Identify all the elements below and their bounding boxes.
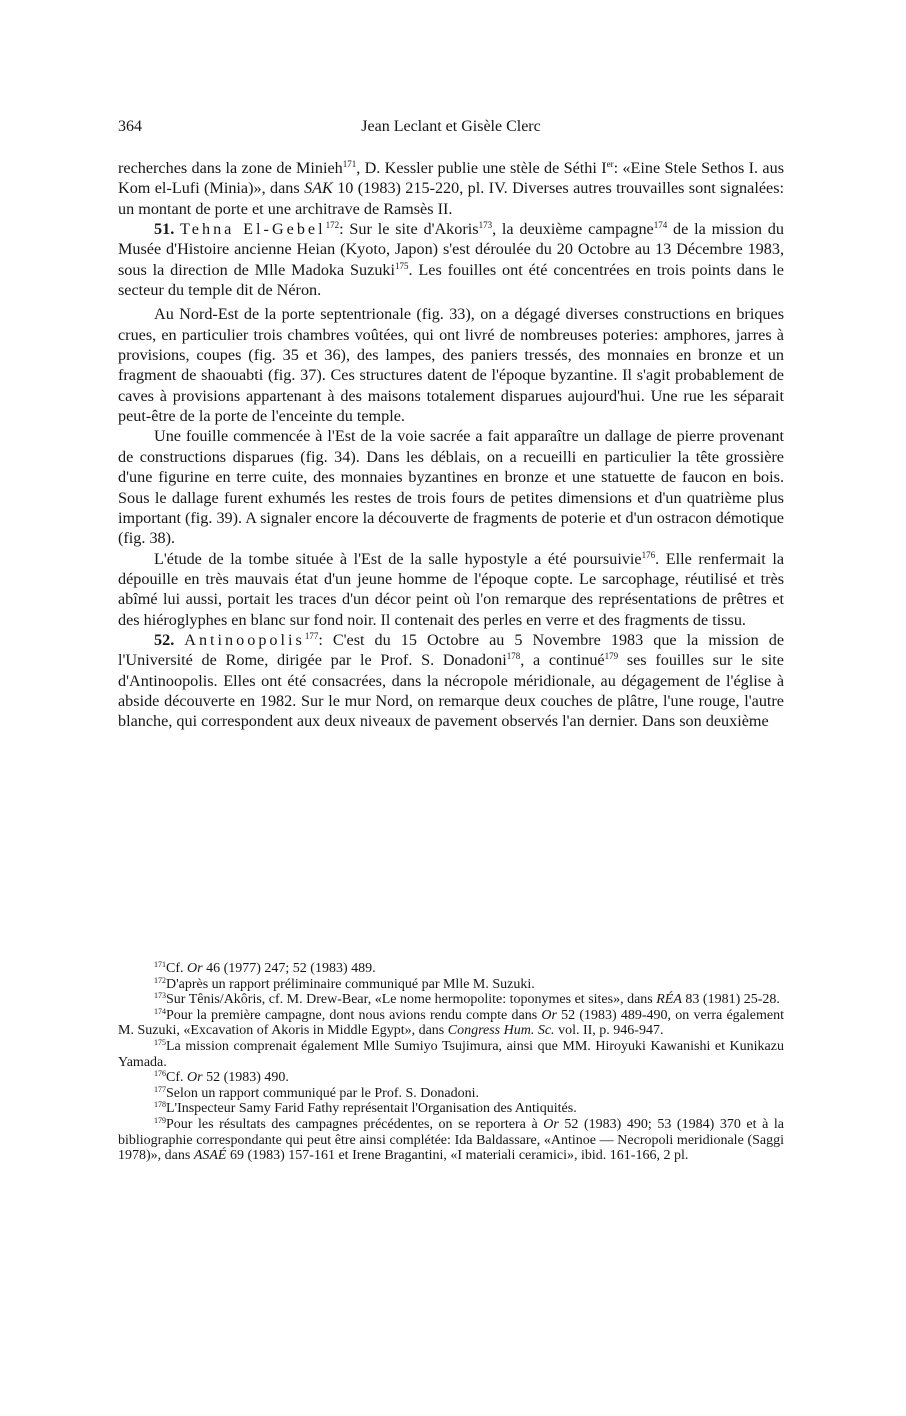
text-run: 69 (1983) 157-161 et Irene Bragantini, «I materiali ceramici», ibid. 161-166, 2 pl.	[226, 1148, 689, 1164]
text-run: , D. Kessler publie une stèle de Séthi I	[356, 159, 607, 177]
text-run: 83 (1981) 25-28.	[681, 992, 780, 1008]
text-run: , la deuxième campagne	[492, 220, 654, 239]
text-run: . Elle renfermait la dépouille en très mauvais état d'un jeune homme de l'époque copte. Le sarcophage, réutilisé et très abîmé lui aussi, portait les traces d'un décor peint où l'on remarque des représentations de prêtres et des hiéroglyphes en blanc sur fond noir. Il contenait des perles en verre et des fragments de tissu.	[118, 549, 784, 629]
section-number: 51.	[154, 220, 175, 239]
footnote-ref: 171	[342, 159, 357, 169]
footnote	[118, 1086, 784, 1102]
paragraph-51	[118, 219, 784, 300]
text-run: D'après un rapport préliminaire communiqué par Mlle M. Suzuki.	[166, 976, 535, 992]
running-title: Jean Leclant et Gisèle Clerc	[361, 118, 541, 135]
footnote-number: 175	[154, 1037, 166, 1047]
paragraph-north-east: Au Nord-Est de la porte septentrionale (fig. 33), on a dégagé diverses constructions en briques crues, en particulier trois chambres voûtées, qui ont livré de nombreuses poteries: amphores, jarres à provisions, coupes (fig. 35 et 36), des lampes, des paniers tressés, des monnaies en bronze et un fragment de shaouabti (fig. 37). Ces structures datent de l'époque byzantine. Il s'agit probablement de caves à provisions appartenant à des maisons totalement disparues aujourd'hui. Une rue les séparait peut-être de la porte de l'enceinte du temple.	[118, 305, 784, 426]
text-run: 52 (1983) 489-490, on verra également M. Suzuki, «Excavation of Akoris in Middle Egypt», dans	[118, 1007, 784, 1039]
superscript-text: er	[606, 159, 614, 169]
paragraph-east-excavation: Une fouille commencée à l'Est de la voie sacrée a fait apparaître un dallage de pierre provenant de constructions disparues (fig. 34). Dans les déblais, on a recueilli en particulier la tête grossière d'une figurine en terre cuite, des monnaies byzantines en bronze et une statuette de faucon en bois. Sous le dallage furent exhumés les restes de trois fours de petites dimensions et d'un quatrième plus important (fig. 39). A signaler encore la découverte de fragments de poterie et d'un ostracon démotique (fig. 38).	[118, 427, 784, 548]
footnote-ref: 175	[395, 260, 409, 271]
text-run: , a continué	[520, 651, 605, 670]
journal-title: Or	[187, 961, 203, 976]
text-run: L'Inspecteur Samy Farid Fathy représentait l'Organisation des Antiquités.	[166, 1101, 577, 1117]
footnote	[118, 1039, 784, 1070]
footnote	[118, 1117, 784, 1164]
page-header	[118, 118, 784, 142]
footnote-ref: 179	[604, 651, 619, 662]
text-run: ses fouilles sur le site d'Antinoopolis. Elles ont été consacrées, dans la nécropole méridionale, au dégagement de l'église à abside découverte en 1982. Sur le mur Nord, on remarque deux couches de plâtre, l'une rouge, l'autre blanche, qui correspondent aux deux niveaux de pavement observés l'an dernier. Dans son deuxième	[118, 651, 784, 731]
text-run: : C'est du 15 Octobre au 5 Novembre 1983 que la mission de l'Université de Rome, dirigée par le Prof. S. Donadoni	[118, 630, 785, 670]
main-text	[118, 158, 784, 732]
footnote	[118, 1008, 784, 1039]
footnote-ref: 173	[478, 220, 493, 231]
journal-title: SAK	[304, 179, 333, 198]
footnote-number: 172	[154, 975, 166, 985]
footnote-number: 179	[154, 1115, 166, 1125]
text-run: vol. II, p. 946-947.	[554, 1023, 664, 1039]
footnote-ref: 178	[506, 651, 521, 662]
text-run: de la mission du Musée d'Histoire ancienne Heian (Kyoto, Japon) s'est déroulée du 20 Octobre au 13 Décembre 1983, sous la direction de Mlle Madoka Suzuki	[118, 220, 784, 279]
site-name: Antinoopolis	[184, 630, 305, 649]
footnote-number: 171	[154, 960, 166, 969]
text-run: L'étude de la tombe située à l'Est de la salle hypostyle a été poursuivie	[154, 549, 642, 568]
journal-title: Or	[543, 1116, 559, 1132]
footnote	[118, 961, 784, 977]
text-run: Cf.	[166, 961, 187, 976]
journal-title: Or	[187, 1070, 203, 1086]
footnote-ref: 174	[653, 220, 668, 231]
journal-title: Or	[541, 1007, 557, 1023]
footnotes	[118, 961, 784, 1164]
footnote-number: 177	[154, 1084, 166, 1094]
text-run: : «Eine Stele Sethos I. aus Kom el-Lufi (Minia)», dans	[118, 159, 785, 198]
text-run: 10 (1983) 215-220, pl. IV. Diverses autres trouvailles sont signalées: un montant de porte et une architrave de Ramsès II.	[118, 179, 784, 218]
footnote-ref: 177	[304, 630, 319, 641]
text-run: Cf.	[166, 1070, 187, 1086]
text-run: : Sur le site d'Akoris	[339, 220, 479, 239]
footnote	[118, 1101, 784, 1117]
paragraph-minieh	[118, 158, 784, 219]
footnote-ref: 172	[325, 220, 340, 231]
paragraph-52	[118, 630, 784, 732]
text-run: Pour la première campagne, dont nous avions rendu compte dans	[166, 1007, 542, 1023]
text-run: Sur Tênis/Akôris, cf. M. Drew-Bear, «Le nome hermopolite: toponymes et sites», dans	[166, 992, 657, 1008]
footnote-number: 176	[154, 1069, 166, 1079]
journal-title: RÉA	[656, 992, 682, 1008]
text-run: . Les fouilles ont été concentrées en trois points dans le secteur du temple dit de Néron.	[118, 260, 784, 300]
text-run: 52 (1983) 490; 53 (1984) 370 et à la bibliographie correspondante qui peut être ainsi complétée: Ida Baldassare, «Antinoe — Necropoli meridionale (Saggi 1978)», dans	[118, 1116, 784, 1164]
footnote-number: 178	[154, 1100, 166, 1110]
journal-title: Congress Hum. Sc.	[447, 1023, 555, 1039]
text-run: 46 (1977) 247; 52 (1983) 489.	[202, 961, 376, 976]
footnote-ref: 176	[641, 549, 656, 560]
footnote	[118, 992, 784, 1008]
footnote	[118, 977, 784, 993]
text-run: La mission comprenait également Mlle Sumiyo Tsujimura, ainsi que MM. Hiroyuki Kawanishi et Kunikazu Yamada.	[118, 1038, 784, 1070]
footnote	[118, 1070, 784, 1086]
text-run: recherches dans la zone de Minieh	[118, 159, 343, 177]
text-run: Pour les résultats des campagnes précédentes, on se reportera à	[166, 1116, 544, 1132]
footnote-number: 173	[154, 991, 166, 1001]
site-name: Tehna El-Gebel	[180, 220, 326, 239]
footnote-number: 174	[154, 1006, 166, 1016]
paragraph-tomb	[118, 549, 784, 630]
section-number: 52.	[154, 630, 175, 649]
text-run: Selon un rapport communiqué par le Prof. S. Donadoni.	[166, 1085, 480, 1101]
page-number: 364	[118, 118, 142, 135]
text-run: 52 (1983) 490.	[202, 1070, 289, 1086]
journal-title: ASAÉ	[193, 1148, 227, 1164]
